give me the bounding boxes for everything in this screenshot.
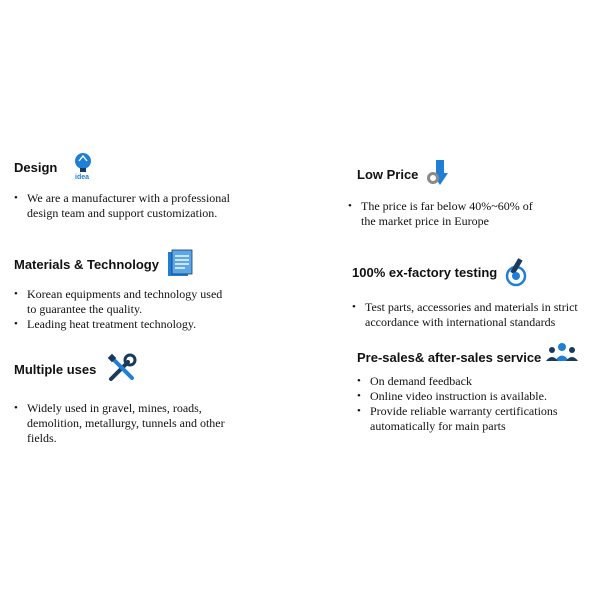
feature-materials-point-2: • Leading heat treatment technology.	[14, 317, 229, 332]
feature-testing-point: • Test parts, accessories and materials in strict accordance with international standards	[352, 300, 592, 330]
feature-service	[357, 342, 592, 434]
feature-service-heading	[357, 342, 592, 365]
feature-testing-heading	[352, 255, 592, 290]
feature-price-heading	[357, 158, 587, 191]
feature-service-point-2: • Online video instruction is available.	[357, 389, 577, 404]
feature-uses-point: • Widely used in gravel, mines, roads, demolition, metallurgy, tunnels and other fields.	[14, 401, 239, 446]
feature-materials-heading	[14, 248, 264, 281]
feature-design-title: Design	[14, 160, 58, 175]
feature-service-title: Pre-sales& after-sales service	[357, 350, 542, 365]
feature-uses-heading	[14, 352, 264, 387]
feature-materials	[14, 248, 264, 332]
svg-text:idea: idea	[75, 174, 90, 181]
feature-design-heading	[14, 150, 264, 185]
lightbulb-idea-icon	[63, 150, 97, 185]
feature-testing	[352, 255, 592, 330]
feature-materials-point-1: • Korean equipments and technology used to guarantee the quality.	[14, 287, 229, 317]
feature-design-point: • We are a manufacturer with a professional design team and support customization.	[14, 191, 239, 221]
feature-materials-title: Materials & Technology	[14, 257, 159, 272]
test-tube-icon	[503, 255, 531, 290]
feature-service-point-3: • Provide reliable warranty certifications automatically for main parts	[357, 404, 577, 434]
tools-icon	[106, 352, 138, 387]
document-icon	[165, 248, 195, 281]
feature-testing-title: 100% ex-factory testing	[352, 265, 498, 280]
feature-uses-title: Multiple uses	[14, 362, 97, 377]
team-icon	[545, 342, 579, 365]
feature-design	[14, 150, 264, 221]
feature-price-point: • The price is far below 40%~60% of the market price in Europe	[348, 199, 548, 229]
feature-service-point-1: • On demand feedback	[357, 374, 577, 389]
feature-price-title: Low Price	[357, 167, 419, 182]
feature-multiple-uses	[14, 352, 264, 446]
price-down-icon	[424, 158, 452, 191]
feature-low-price	[357, 158, 587, 229]
